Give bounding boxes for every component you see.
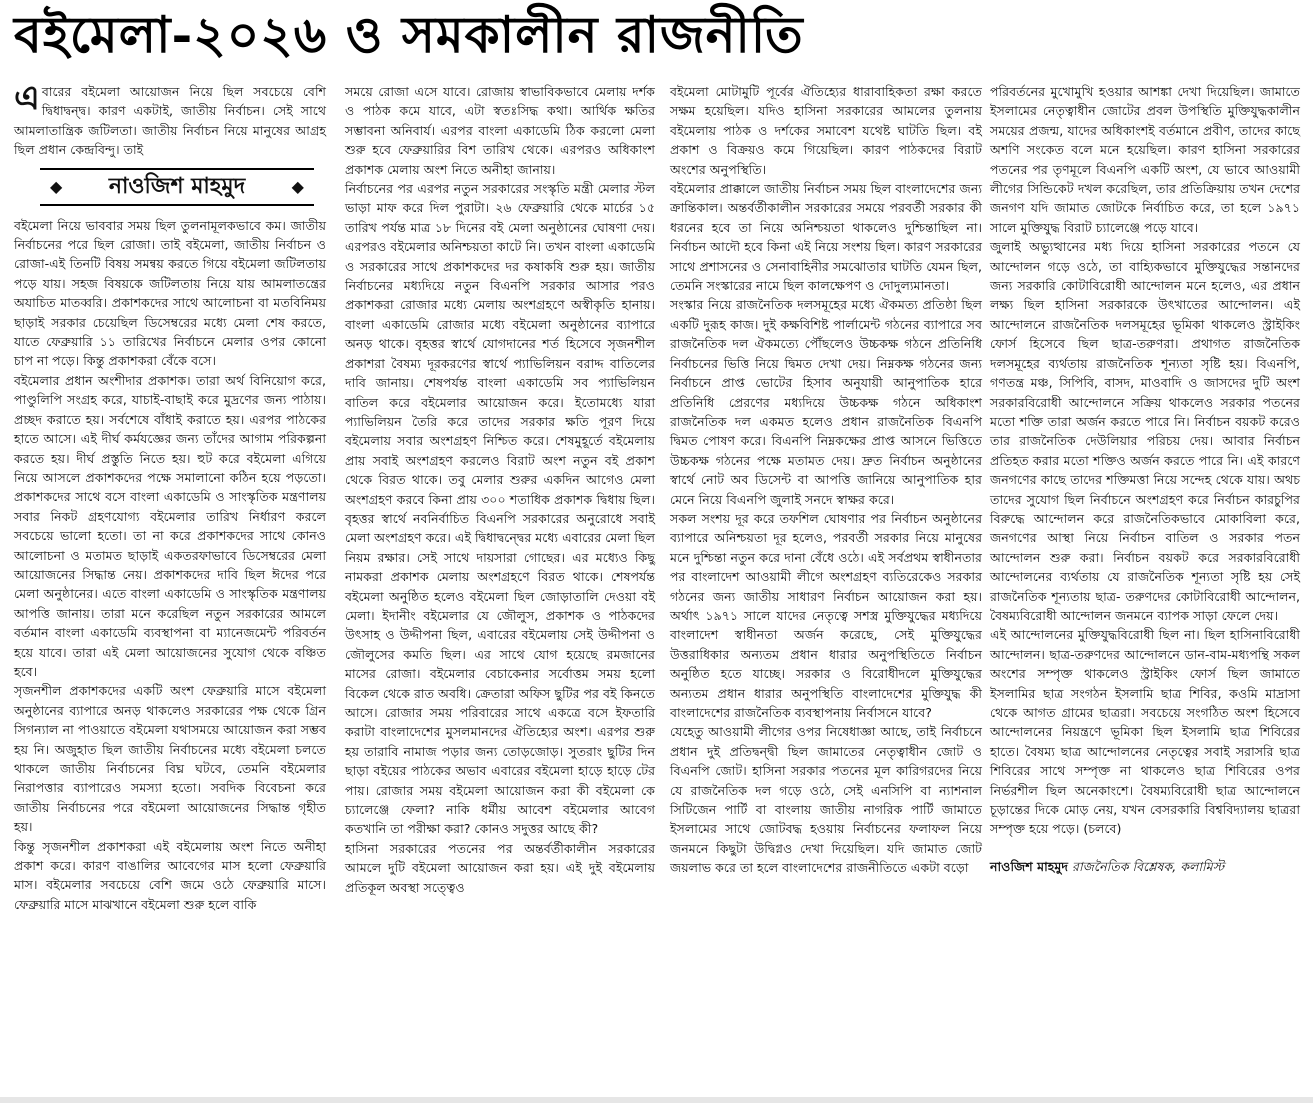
article-headline: বইমেলা-২০২৬ ও সমকালীন রাজনীতি [14, 5, 804, 64]
byline [990, 857, 1300, 876]
paragraph: সকল সংশয় দূর করে তফশিল ঘোষণার পর নির্বাচন অনুষ্ঠানের ব্যাপারে অনিশ্চয়তা দূর হলেও, পরবর্তী সরকার নিয়ে মানুষের মনে দুশ্চিন্তা নতুন করে দানা বেঁধে ওঠে। এই সর্বপ্রথম স্বাধীনতার পর বাংলাদেশ আওয়ামী লীগে অংশগ্রহণ ব্যতিরেকেও সরকার গঠনের জন্য জাতীয় সাধারণ নির্বাচন আয়োজন করা হয়। অর্থাৎ ১৯৭১ সালে যাদের নেতৃত্বে সশস্ত্র মুক্তিযুদ্ধের মধ্যদিয়ে বাংলাদেশ স্বাধীনতা অর্জন করেছে, সেই মুক্তিযুদ্ধের উত্তরাধিকার অন্যতম প্রধান ধারার অনুপস্থিতিতে নির্বাচন অনুষ্ঠিত হতে যাচ্ছে। সরকার ও বিরোধীদলে মুক্তিযুদ্ধের অন্যতম প্রধান ধারার অনুপস্থিতি বাংলাদেশের মুক্তিযুদ্ধ কী বাংলাদেশের রাজনৈতিক ব্যবস্থাপনায় নির্বাসনে যাবে? [670, 510, 982, 720]
diamond-icon: ◆ [291, 176, 304, 196]
paragraph: সৃজনশীল প্রকাশকদের একটি অংশ ফেব্রুয়ারি মাসে বইমেলা অনুষ্ঠানের ব্যাপারে অনড় থাকলেও সরকারের পক্ষ থেকে গ্রিন সিগন্যাল না পাওয়াতে বইমেলা যথাসময়ে আয়োজন করা সম্ভব হয় নি। অজুহাত ছিল জাতীয় নির্বাচনের মধ্যে বইমেলা চলতে থাকলে জাতীয় নির্বাচনের বিঘ্ন ঘটবে, তেমনি বইমেলার নিরাপত্তার ব্যাপারেও সমস্যা হতো। সবদিক বিবেচনা করে জাতীয় নির্বাচনের পরে বইমেলা আয়োজনের সিদ্ধান্ত গৃহীত হয়। [14, 683, 326, 835]
bottom-border [0, 1097, 1313, 1103]
article-column-4 [990, 82, 1300, 876]
paragraph: বইমেলা মোটামুটি পূর্বের ঐতিহ্যের ধারাবাহিকতা রক্ষা করতে সক্ষম হয়েছিল। যদিও হাসিনা সরকারের আমলের তুলনায় বইমেলায় পাঠক ও দর্শকের সমাবেশ যথেষ্ট ঘাটতি ছিল। বই প্রকাশ ও বিক্রয়ও কমে গিয়েছিল। কারণ পাঠকদের বিরাট অংশের অনুপস্থিতি। [670, 84, 982, 177]
paragraph: এই আন্দোলনের মুক্তিযুদ্ধবিরোধী ছিল না। ছিল হাসিনাবিরোধী আন্দোলন। ছাত্র-তরুণদের আন্দোলনে ডান-বাম-মধ্যপন্থি সকল অংশের সম্পৃক্ত থাকলেও স্ট্রাইকিং ফোর্স ছিল জামাতে ইসলামির ছাত্র সংগঠন ইসলামি ছাত্র শিবির, কওমি মাদ্রাসা থেকে আগত গ্রামের ছাত্ররা। সবচেয়ে সংগঠিত অংশ হিসেবে আন্দোলনের নিয়ন্ত্রণে ভূমিকা ছিল ইসলামি ছাত্র শিবিরের হাতে। বৈষম্য ছাত্র আন্দোলনের নেতৃত্বের সবাই সরাসরি ছাত্র শিবিরের সাথে সম্পৃক্ত না থাকলেও ছাত্র শিবিরের ওপর নির্ভরশীল ছিল অনেকাংশে। বৈষম্যবিরোধী ছাত্র আন্দোলনে চূড়ান্তের দিকে মোড় নেয়, যখন বেসরকারি বিশ্ববিদ্যালয় ছাত্ররা সম্পৃক্ত হয়ে পড়ে। (চলবে) [990, 627, 1300, 837]
author-name: নাওজিশ মাহমুদ [108, 172, 246, 199]
paragraph: বইমেলা নিয়ে ভাববার সময় ছিল তুলনামূলকভাবে কম। জাতীয় নির্বাচনের পরে ছিল রোজা। তাই বইমেলা, জাতীয় নির্বাচন ও রোজা-এই তিনটি বিষয় সমন্বয় করতে গিয়ে বইমেলা জটিলতায় পড়ে যায়। সহজ বিষয়কে জটিলতায় নিয়ে যায় আমলাতন্ত্রের অযাচিত মাতব্বরি। প্রকাশকদের সাথে আলোচনা বা মতবিনিময় ছাড়াই সরকার চেয়েছিল ডিসেম্বরের মধ্যে মেলা শেষ করতে, যাতে ফেব্রুয়ারি ১১ তারিখের নির্বাচনে মেলার ওপর কোনো চাপ না পড়ে। কিন্তু প্রকাশকরা বেঁকে বসে। [14, 217, 326, 369]
paragraph: নির্বাচনের পর এরপর নতুন সরকারের সংস্কৃতি মন্ত্রী মেলার স্টল ভাড়া মাফ করে দিল পুরাটা। ২৬ ফেব্রুয়ারি থেকে মার্চের ১৫ তারিখ পর্যন্ত মাত্র ১৮ দিনের বই মেলা অনুষ্ঠানের ঘোষণা দেয়। এরপরও বইমেলার অনিশ্চয়তা কাটে নি। তখন বাংলা একাডেমি ও সরকারের সাথে প্রকাশকদের দর কষাকষি শুরু হয়। জাতীয় নির্বাচনের মধ্যদিয়ে নতুন বিএনপি সরকার আসার পরও প্রকাশকরা রোজার মধ্যে মেলায় অংশগ্রহণে অস্বীকৃতি হানায়। বাংলা একাডেমি রোজার মধ্যে বইমেলা অনুষ্ঠানের ব্যাপারে অনড় থাকে। বৃহত্তর স্বার্থে যোগদানের শর্ত হিসেবে সৃজনশীল প্রকাশরা বৈষম্য দূরকরণের স্বার্থে প্যাভিলিয়ন বরাদ্দ বাতিলের দাবি জানায়। শেষপর্যন্ত বাংলা একাডেমি সব প্যাভিলিয়ন বাতিল করে বইমেলার আয়োজন করে। ইতোমধ্যে যারা প্যাভিলিয়ন তৈরি করে তাদের সরকার ক্ষতি পূরণ দিয়ে বইমেলায় সবার অংশগ্রহণ নিশ্চিত করে। শেষমুহূর্তে বইমেলায় প্রায় সবাই অংশগ্রহণ করলেও বিরাট অংশ নতুন বই প্রকাশ থেকে বিরত থাকে। তবু মেলার শুরুর একদিন আগেও মেলা অংশগ্রহণ করবে কিনা প্রায় ৩০০ শতাধিক প্রকাশক দ্বিধায় ছিল। বৃহত্তর স্বার্থে নবনির্বাচিত বিএনপি সরকারের অনুরোধে সবাই মেলা অংশগ্রহণ করে। এই দ্বিধাদ্বন্দ্বের মধ্যে এবারের মেলা ছিল নিয়ম রক্ষার। সেই সাথে দায়সারা গোছের। এর মধ্যেও কিছু নামকরা প্রকাশক মেলায় অংশগ্রহণে বিরত থাকে। শেষপর্যন্ত বইমেলা অনুষ্ঠিত হলেও বইমেলা ছিল জোড়াতালি দেওয়া বই মেলা। ইদানীং বইমেলার যে জৌলুস, প্রকাশক ও পাঠকদের উৎসাহ ও উদ্দীপনা ছিল, এবারের বইমেলায় সেই উদ্দীপনা ও জৌলুসের কমতি ছিল। এর সাথে যোগ হয়েছে রমজানের মাসের রোজা। বইমেলার বেচাকেনার সর্বোত্তম সময় হলো বিকেল থেকে রাত অবধি। ক্রেতারা অফিস ছুটির পর বই কিনতে আসে। রোজার সময় পরিবারের সাথে একত্রে বসে ইফতারি করাটা বাংলাদেশের মুসলমানদের ঐতিহ্যের অংশ। এরপর শুরু হয় তারাবি নামাজ পড়ার জন্য তোড়জোড়। সুতরাং ছুটির দিন ছাড়া বইয়ের পাঠকের অভাব এবারের বইমেলা হাড়ে হাড়ে টের পায়। রোজার সময় বইমেলা আয়োজন করা কী বইমেলা কে চ্যালেঞ্জে ফেলা? নাকি ধর্মীয় আবেশ বইমেলার আবেগ কতখানি তা পরীক্ষা করা? কোনও সদুত্তর আছে কী? [345, 181, 655, 837]
paragraph: বইমেলার প্রাক্কালে জাতীয় নির্বাচন সময় ছিল বাংলাদেশের জন্য ক্রান্তিকাল। অন্তর্বর্তীকালীন সরকারের সময়ে পরবর্তী সরকার কী ধরনের হবে তা নিয়ে অনিশ্চয়তা থাকলেও দুশ্চিন্তাছিল না। নির্বাচন আদৌ হবে কিনা এই নিয়ে সংশয় ছিল। কারণ সরকারের সাথে প্রশাসনের ও সেনাবাহিনীর সমঝোতার ঘাটতি যেমন ছিল, তেমনি সংস্কারের নামে ছিল কালক্ষেপণ ও দোদুল্যমানতা। [670, 181, 982, 294]
article-column-3 [670, 82, 982, 878]
paragraph: পরিবর্তনের মুখোমুখি হওয়ার আশঙ্কা দেখা দিয়েছিল। জামাতে ইসলামের নেতৃত্বাধীন জোটের প্রবল উপস্থিতি মুক্তিযুদ্ধকালীন সময়ের প্রজন্ম, যাদের অধিকাংশই বর্তমানে প্রবীণ, তাদের কাছে অশণি সংকেত বলে মনে হয়েছিল। কারণ হাসিনা সরকারের পতনের পর তৃণমূলে বিএনপি একটি অংশ, যে ভাবে আওয়ামী লীগের সিন্ডিকেট দখল করেছিল, তার প্রতিক্রিয়ায় তখন দেশের জনগণ যদি জামাত জোটকে নির্বাচিত করে, তা হলে ১৯৭১ সালে মুক্তিযুদ্ধ বিরাট চ্যালেঞ্জে পড়ে যাবে। [990, 84, 1300, 235]
intro-text: বারের বইমেলা আয়োজন নিয়ে ছিল সবচেয়ে বেশি দ্বিধাদ্বন্দ্ব। কারণ একটাই, জাতীয় নির্বাচন। সেই সাথে আমলাতান্ত্রিক জটিলতা। জাতীয় নির্বাচন নিয়ে মানুষের আগ্রহ ছিল প্রধান কেন্দ্রবিন্দু। তাই [14, 84, 326, 158]
byline-name: নাওজিশ মাহমুদ [990, 858, 1069, 874]
paragraph: হাসিনা সরকারের পতনের পর অন্তর্বর্তীকালীন সরকারের আমলে দুটি বইমেলা আয়োজন করা হয়। এই দুই বইমেলায় প্রতিকূল অবস্থা সত্ত্বেও [345, 840, 655, 895]
intro-paragraph [14, 78, 326, 160]
paragraph: কিন্তু সৃজনশীল প্রকাশকরা এই বইমেলায় অংশ নিতে অনীহা প্রকাশ করে। কারণ বাঙালির আবেগের মাস হলো ফেব্রুয়ারি মাস। বইমেলার সবচেয়ে বেশি জমে ওঠে ফেব্রুয়ারি মাসে। ফেব্রুয়ারি মাসে মাঝখানে বইমেলা শুরু হলে বাকি [14, 838, 326, 912]
diamond-icon: ◆ [50, 176, 63, 196]
article-column-1 [14, 78, 326, 914]
drop-cap: এ [14, 78, 40, 118]
author-box [40, 168, 314, 206]
paragraph: যেহেতু আওয়ামী লীগের ওপর নিষেধাজ্ঞা আছে, তাই নির্বাচনে প্রধান দুই প্রতিদ্বন্দ্বী ছিল জামাতের নেতৃত্বাধীন জোট ও বিএনপি জোট। হাসিনা সরকার পতনের মূল কারিগরদের নিয়ে যে রাজনৈতিক দল গড়ে ওঠে, সেই এনসিপি বা ন্যাশনাল সিটিজেন পার্টি বা বাংলায় জাতীয় নাগরিক পার্টি জামাতে ইসলামের সাথে জোটবদ্ধ হওয়ায় নির্বাচনের ফলাফল নিয়ে জনমনে কিছুটা উদ্বিগ্নও দেখা দিয়েছিল। যদি জামাত জোট জয়লাভ করে তা হলে বাংলাদেশের রাজনীতিতে একটা বড়ো [670, 724, 982, 876]
paragraph: সংস্কার নিয়ে রাজনৈতিক দলসমূহের মধ্যে ঐকমত্য প্রতিষ্ঠা ছিল একটি দুরূহ কাজ। দুই কক্ষবিশিষ্ট পার্লামেন্ট গঠনের ব্যাপারে সব রাজনৈতিক দল ঐকমত্যে পৌঁছলেও উচ্চকক্ষ গঠনে প্রতিনিধি নির্বাচনের ভিত্তি নিয়ে দ্বিমত দেখা দেয়। নিম্নকক্ষ গঠনের জন্য নির্বাচনে প্রাপ্ত ভোটের হিসাব অনুযায়ী আনুপাতিক হারে প্রতিনিধি প্রেরণের মধ্যদিয়ে উচ্চকক্ষ গঠনে অধিকাংশ রাজনৈতিক দল একমত হলেও প্রধান রাজনৈতিক বিএনপি দ্বিমত পোষণ করে। বিএনপি নিম্নকক্ষের প্রাপ্ত আসনে ভিত্তিতে উচ্চকক্ষ গঠনের পক্ষে মতামত দেয়। দ্রুত নির্বাচন অনুষ্ঠানের স্বার্থে নোট অব ডিসেন্ট বা আপত্তি জানিয়ে আনুপাতিক হার মেনে নিয়ে বিএনপি জুলাই সনদে স্বাক্ষর করে। [670, 297, 982, 507]
paragraph: বইমেলার প্রধান অংশীদার প্রকাশক। তারা অর্থ বিনিয়োগ করে, পাণ্ডুলিপি সংগ্রহ করে, যাচাই-বাছাই করে মুদ্রণের জন্য পাঠায়। প্রচ্ছদ করাতে হয়। সর্বশেষে বাঁধাই করাতে হয়। এরপর পাঠকের হাতে আসে। এই দীর্ঘ কর্মযজ্ঞের জন্য তাঁদের আগাম পরিকল্পনা করতে হয়। দীর্ঘ প্রস্তুতি নিতে হয়। হুট করে বইমেলা এগিয়ে নিয়ে আসলে প্রকাশকদের পক্ষে সমালানো কঠিন হয়ে পড়তো। প্রকাশকদের সাথে বসে বাংলা একাডেমি ও সাংস্কৃতিক মন্ত্রণালয় সবার নিকট গ্রহণযোগ্য বইমেলার তারিখ নির্ধারণ করলে সবচেয়ে ভালো হতো। তা না করে প্রকাশকদের সাথে কোনও আলোচনা ও মতামত ছাড়াই একতরফাভাবে ডিসেম্বরের মেলা আয়োজনের সিদ্ধান্ত নেয়। প্রকাশকদের দাবি ছিল ঈদের পরে মেলা অনুষ্ঠানের। এতে বাংলা একাডেমি ও সাংস্কৃতিক মন্ত্রণালয় আপত্তি জানায়। তারা মনে করেছিল নতুন সরকারের আমলে বর্তমান বাংলা একাডেমি ব্যবস্থাপনা বা ম্যানেজমেন্ট পরিবর্তন হয়ে যাবে। তারা এই মেলা আয়োজনের সুযোগ থেকে বঞ্চিত হবে। [14, 372, 326, 679]
byline-title: রাজনৈতিক বিশ্লেষক, কলামিস্ট [1072, 858, 1225, 874]
paragraph: জুলাই অভ্যুত্থানের মধ্য দিয়ে হাসিনা সরকারের পতনে যে আন্দোলন গড়ে ওঠে, তা বাহ্যিকভাবে মুক্তিযুদ্ধের সন্তানদের জন্য সরকারি কোটাবিরোধী আন্দোলন মনে হলেও, এর প্রধান লক্ষ্য ছিল হাসিনা সরকারকে উৎখাতের আন্দোলন। এই আন্দোলনে রাজনৈতিক দলসমূহের ভূমিকা থাকলেও স্ট্রাইকিং ফোর্স হিসেবে ছিল ছাত্র-তরুণরা। প্রথাগত রাজনৈতিক দলসমূহের ব্যর্থতায় রাজনৈতিক শূন্যতা সৃষ্টি হয়। বিএনপি, গণতন্ত্র মঞ্চ, সিপিবি, বাসদ, মাওবাদি ও জাসদের দুটি অংশ সরকারবিরোধী আন্দোলনে সক্রিয় থাকলেও সরকার পতনের মতো শক্তি তারা অর্জন করতে পারে নি। নির্বাচন বয়কট করেও তার রাজনৈতিক দেউলিয়ার পরিচয় দেয়। আবার নির্বাচন প্রতিহত করার মতো শক্তিও অর্জন করতে পারে নি। এই কারণে জনগণের কাছে তাদের শক্তিমত্তা নিয়ে সন্দেহ থেকে যায়। অথচ তাদের সুযোগ ছিল নির্বাচনে অংশগ্রহণ করে নির্বাচন কারচুপির বিরুদ্ধে আন্দোলন করে রাজনৈতিকভাবে মোকাবিলা করে, জনগণের আস্থা নিয়ে নির্বাচন বাতিল ও সরকার পতন আন্দোলন শুরু করা। নির্বাচন বয়কট করে সরকারবিরোধী আন্দোলনের ব্যর্থতায় যে রাজনৈতিক শূন্যতা সৃষ্টি হয় সেই রাজনৈতিক শূন্যতায় ছাত্র- তরুণদের কোটাবিরোধী আন্দোলন, বৈষম্যবিরোধী আন্দোলন জনমনে ব্যাপক সাড়া ফেলে দেয়। [990, 239, 1300, 623]
article-column-2 [345, 82, 655, 897]
paragraph: সময়ে রোজা এসে যাবে। রোজায় স্বাভাবিকভাবে মেলায় দর্শক ও পাঠক কমে যাবে, এটা স্বতঃসিদ্ধ কথা। আর্থিক ক্ষতির সম্ভাবনা অনিবার্য। এরপর বাংলা একাডেমি ঠিক করলো মেলা শুরু হবে ফেব্রুয়ারির বিশ তারিখ থেকে। এরপরও অধিকাংশ প্রকাশক মেলায় অংশ নিতে অনীহা জানায়। [345, 84, 655, 177]
